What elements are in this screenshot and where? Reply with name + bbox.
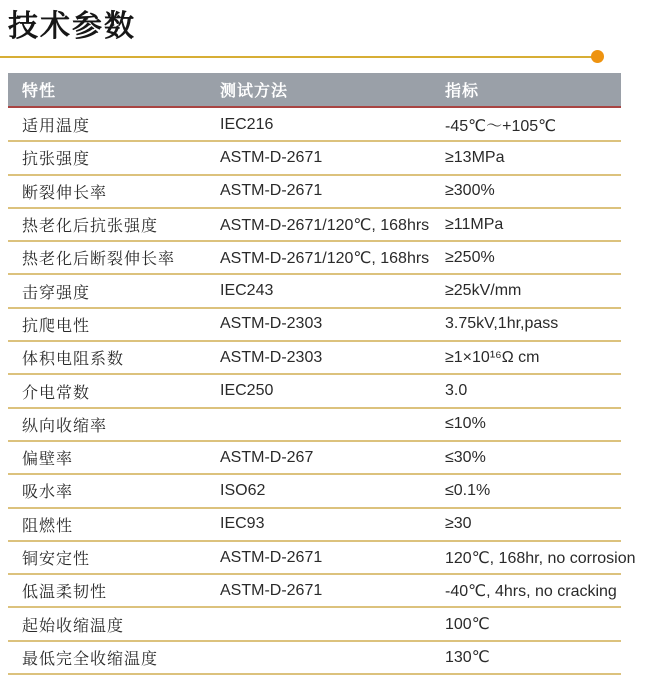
page-title: 技术参数 [8,10,136,43]
cell-value: ≥30 [445,515,472,533]
cell-property: 抗爬电性 [22,317,91,335]
cell-method: IEC216 [220,115,274,133]
title-underline-line [0,56,598,58]
cell-value: ≤0.1% [445,481,491,499]
table-row [8,109,621,142]
table-row [8,608,621,641]
cell-property: 吸水率 [22,484,74,502]
cell-value: -45℃～+105℃ [445,118,557,136]
cell-value: 3.75kV,1hr,pass [445,315,559,333]
table-row [8,242,621,275]
cell-property: 起始收缩温度 [22,617,125,635]
cell-value: 100℃ [445,616,490,634]
cell-value: ≥11MPa [445,215,504,233]
cell-value: ≤10% [445,415,486,433]
cell-method: ASTM-D-2303 [220,315,323,333]
cell-property: 铜安定性 [22,551,91,568]
header-divider [8,106,621,108]
header-spec: 指标 [445,83,480,100]
table-row [8,176,621,209]
cell-method: IEC243 [220,282,274,300]
table-row [8,475,621,508]
spec-table [8,73,636,675]
cell-method: ASTM-D-267 [220,448,314,466]
table-header-row [8,73,621,106]
table-row [8,375,621,408]
cell-value: 3.0 [445,382,468,400]
cell-value: ≥13MPa [445,148,505,166]
table-row [8,309,621,342]
table-row [8,642,621,675]
cell-property: 热老化后抗张强度 [22,218,159,236]
cell-method: ISO62 [220,481,266,499]
table-row [8,575,621,608]
cell-property: 热老化后断裂伸长率 [22,251,176,269]
cell-property: 介电常数 [22,384,91,402]
cell-method: ASTM-D-2671 [220,581,323,599]
cell-method: IEC93 [220,515,265,533]
cell-method: ASTM-D-2671 [220,148,323,166]
table-row [8,209,621,242]
table-row [8,509,621,542]
header-property: 特性 [22,83,57,100]
cell-property: 抗张强度 [22,151,91,169]
table-row [8,275,621,308]
cell-value: ≥1×10¹⁶Ω cm [445,348,540,366]
table-row [8,542,636,575]
cell-method: ASTM-D-2671/120℃, 168hrs [220,216,430,234]
cell-property: 击穿强度 [22,284,91,302]
cell-method: ASTM-D-2303 [220,348,323,366]
cell-property: 低温柔韧性 [22,584,108,602]
table-row [8,342,621,375]
cell-method: ASTM-D-2671 [220,548,323,566]
cell-value: ≤30% [445,448,486,466]
cell-method: IEC250 [220,382,274,400]
table-row [8,442,621,475]
table-row [8,142,621,175]
cell-value: 120℃, 168hr, no corrosion [445,549,636,567]
cell-property: 偏壁率 [22,451,74,469]
cell-value: ≥300% [445,182,495,200]
cell-property: 体积电阻系数 [22,351,125,369]
cell-value: 130℃ [445,649,490,667]
cell-value: -40℃, 4hrs, no cracking [445,582,617,600]
cell-property: 最低完全收缩温度 [22,650,159,668]
table-body [8,109,636,675]
cell-property: 纵向收缩率 [22,417,108,435]
table-row [8,409,621,442]
header-test-method: 测试方法 [220,83,289,100]
cell-value: ≥250% [445,248,495,266]
cell-method: ASTM-D-2671 [220,182,323,200]
cell-property: 断裂伸长率 [22,184,108,202]
cell-method: ASTM-D-2671/120℃, 168hrs [220,249,430,267]
title-underline [0,50,646,64]
cell-property: 阻燃性 [22,517,74,535]
title-underline-dot-icon [591,50,604,63]
cell-value: ≥25kV/mm [445,282,522,300]
cell-property: 适用温度 [22,118,91,136]
